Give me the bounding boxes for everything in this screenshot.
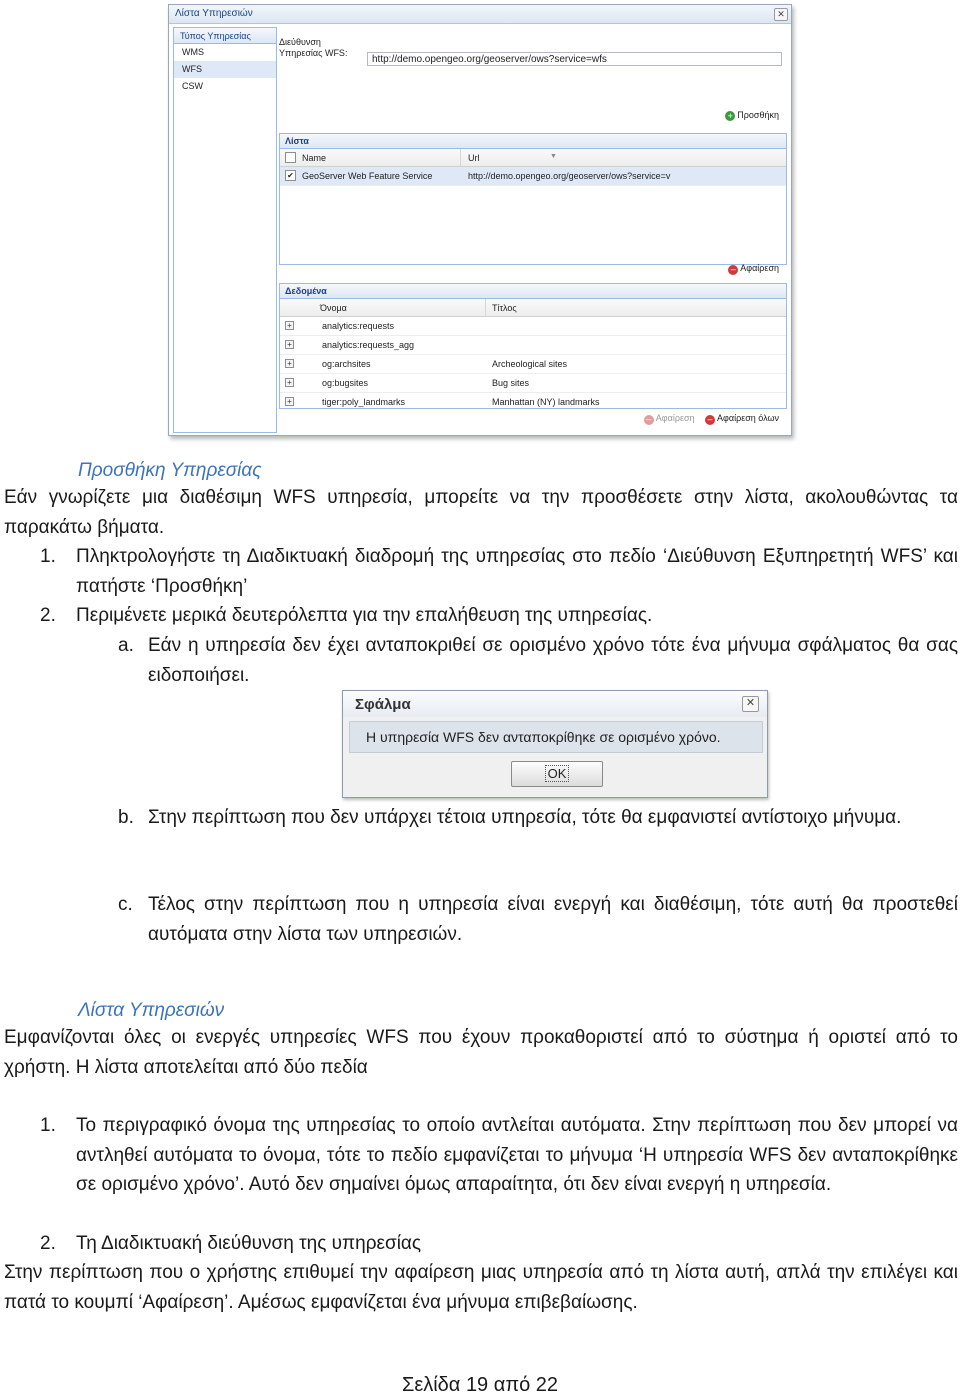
footer-middle: από	[493, 1374, 531, 1396]
ok-button[interactable]	[511, 761, 603, 787]
data-panel-title: Δεδομένα	[280, 284, 786, 299]
step-1-number: 1.	[40, 546, 56, 567]
add-button[interactable]	[725, 110, 779, 124]
list-grid-header	[280, 149, 786, 167]
footer-prefix: Σελίδα	[401, 1374, 461, 1396]
url-label-line1: Διεύθυνση	[279, 37, 321, 47]
select-all-checkbox[interactable]	[285, 152, 296, 163]
data-row-name: og:archsites	[322, 359, 371, 369]
field-2	[40, 1229, 958, 1259]
data-row-title: Bug sites	[492, 378, 530, 388]
section1-intro: Εάν γνωρίζετε μια διαθέσιμη WFS υπηρεσία, μπορείτε να την προσθέσετε στην λίστα, ακολουθώντας τα παρακάτω βήματα.	[4, 487, 958, 538]
expand-icon[interactable]: +	[285, 397, 294, 406]
section-heading-service-list: Λίστα Υπηρεσιών	[78, 1000, 225, 1021]
error-dialog-title: Σφάλμα	[355, 696, 411, 713]
expand-icon[interactable]: +	[285, 359, 294, 368]
list-panel-title: Λίστα	[280, 134, 786, 149]
remove-icon: –	[705, 415, 715, 425]
data-col-name[interactable]: Όνομα	[320, 303, 347, 313]
error-message-box	[349, 721, 763, 753]
list-col-name[interactable]: Name	[302, 153, 327, 163]
column-separator	[460, 149, 461, 166]
substep-b-text: Στην περίπτωση που δεν υπάρχει τέτοια υπηρεσία, τότε θα εμφανιστεί αντίστοιχο μήνυμα.	[148, 807, 902, 828]
data-col-title[interactable]: Τίτλος	[492, 303, 517, 313]
expand-icon[interactable]: +	[285, 340, 294, 349]
add-icon: +	[725, 111, 735, 121]
data-row-name: analytics:requests	[322, 321, 395, 331]
step-2-number: 2.	[40, 605, 56, 626]
section-heading-add-service: Προσθήκη Υπηρεσίας	[78, 460, 262, 481]
data-row-title: Manhattan (NY) landmarks	[492, 397, 600, 407]
remove-button[interactable]	[728, 263, 779, 277]
service-type-wms[interactable]: WMS	[182, 47, 204, 57]
data-row[interactable]	[280, 336, 786, 355]
row-name: GeoServer Web Feature Service	[302, 171, 433, 181]
step-2-text: Περιμένετε μερικά δευτερόλεπτα για την επαλήθευση της υπηρεσίας.	[76, 605, 653, 626]
service-type-header: Τύπος Υπηρεσίας	[174, 28, 276, 44]
url-label-line2: Υπηρεσίας WFS:	[279, 48, 348, 58]
error-message: Η υπηρεσία WFS δεν ανταποκρίθηκε σε ορισμένο χρόνο.	[366, 729, 721, 745]
window-title: Λίστα Υπηρεσιών	[175, 8, 253, 19]
close-icon[interactable]: ✕	[774, 8, 788, 21]
substep-a-text: Εάν η υπηρεσία δεν έχει ανταποκριθεί σε ορισμένο χρόνο τότε ένα μήνυμα σφάλματος θα σας ειδοποιήσει.	[148, 635, 958, 686]
page-footer	[0, 1374, 960, 1397]
ok-button-label: OK	[545, 765, 570, 782]
step-1	[40, 542, 958, 601]
data-row-name: tiger:poly_landmarks	[322, 397, 406, 407]
close-icon[interactable]: ✕	[742, 696, 759, 712]
list-row[interactable]	[280, 167, 786, 186]
substep-c-text: Τέλος στην περίπτωση που η υπηρεσία είναι ενεργή και διαθέσιμη, τότε αυτή θα προστεθεί αυτόματα στην λίστα των υπηρεσιών.	[148, 894, 958, 945]
data-grid-header	[280, 299, 786, 317]
row-checkbox[interactable]: ✔	[285, 170, 296, 181]
substep-c	[118, 890, 958, 949]
remove-data-label: Αφαίρεση	[655, 413, 695, 423]
field-1	[40, 1111, 958, 1200]
field-2-text: Τη Διαδικτυακή διεύθυνση της υπηρεσίας	[76, 1233, 422, 1254]
window-titlebar	[169, 5, 791, 24]
service-details	[279, 27, 785, 431]
error-dialog	[342, 690, 768, 798]
data-row-name: analytics:requests_agg	[322, 340, 415, 350]
service-type-list	[173, 27, 277, 433]
expand-icon[interactable]: +	[285, 321, 294, 330]
data-panel	[279, 283, 787, 409]
expand-icon[interactable]: +	[285, 378, 294, 387]
list-panel	[279, 133, 787, 265]
list-col-url[interactable]: Url	[468, 153, 480, 163]
footer-page-number: 19	[465, 1374, 489, 1396]
remove-icon: –	[728, 265, 738, 275]
field-1-number: 1.	[40, 1115, 56, 1136]
section2-outro: Στην περίπτωση που ο χρήστης επιθυμεί την αφαίρεση μιας υπηρεσία από τη λίστα αυτή, απλά την επιλέγει και πατά το κουμπί ‘Αφαίρεση’. Αμέσως εμφανίζεται ένα μήνυμα επιβεβαίωσης.	[4, 1262, 958, 1313]
step-2	[40, 601, 958, 631]
service-type-wfs[interactable]: WFS	[174, 61, 276, 78]
remove-all-button[interactable]	[705, 413, 779, 423]
remove-all-label: Αφαίρεση όλων	[717, 413, 779, 423]
data-row[interactable]	[280, 374, 786, 393]
services-window	[168, 4, 792, 436]
footer-total-pages: 22	[535, 1374, 559, 1396]
substep-a	[118, 631, 958, 690]
error-dialog-titlebar	[343, 691, 767, 717]
remove-data-button[interactable]	[644, 413, 695, 423]
substep-b	[118, 803, 958, 833]
data-row[interactable]	[280, 393, 786, 409]
column-separator	[485, 299, 486, 316]
field-2-number: 2.	[40, 1233, 56, 1254]
substep-a-letter: a.	[118, 635, 134, 656]
substep-b-letter: b.	[118, 807, 134, 828]
field-1-text: Το περιγραφικό όνομα της υπηρεσίας το οποίο αντλείται αυτόματα. Στην περίπτωση που δεν μπορεί να αντληθεί αυτόματα το όνομα, τότε το πεδίο εμφανίζεται το μήνυμα ‘Η υπηρεσία WFS δεν ανταποκρίθηκε σε ορισμένο χρόνο’. Αυτό δεν σημαίνει όμως απαραίτητα, ότι δεν είναι ενεργή η υπηρεσία.	[76, 1115, 958, 1195]
data-actions	[636, 413, 779, 425]
remove-icon: –	[644, 415, 654, 425]
data-row[interactable]	[280, 355, 786, 374]
service-type-csw[interactable]: CSW	[182, 81, 203, 91]
data-row-name: og:bugsites	[322, 378, 369, 388]
substep-c-letter: c.	[118, 894, 133, 915]
wfs-url-input[interactable]: http://demo.opengeo.org/geoserver/ows?service=wfs	[367, 52, 782, 66]
add-button-label: Προσθήκη	[737, 110, 779, 120]
section2-intro: Εμφανίζονται όλες οι ενεργές υπηρεσίες WFS που έχουν προκαθοριστεί από το σύστημα ή οριστεί από το χρήστη. Η λίστα αποτελείται από δύο πεδία	[4, 1027, 958, 1078]
data-row[interactable]	[280, 317, 786, 336]
step-1-text: Πληκτρολογήστε τη Διαδικτυακή διαδρομή της υπηρεσίας στο πεδίο ‘Διεύθυνση Εξυπηρετητή WFS’ και πατήστε ‘Προσθήκη’	[76, 546, 958, 597]
sort-caret-icon: ▼	[550, 153, 557, 160]
remove-button-label: Αφαίρεση	[740, 263, 779, 273]
data-row-title: Archeological sites	[492, 359, 568, 369]
row-url: http://demo.opengeo.org/geoserver/ows?service=v	[468, 171, 671, 181]
